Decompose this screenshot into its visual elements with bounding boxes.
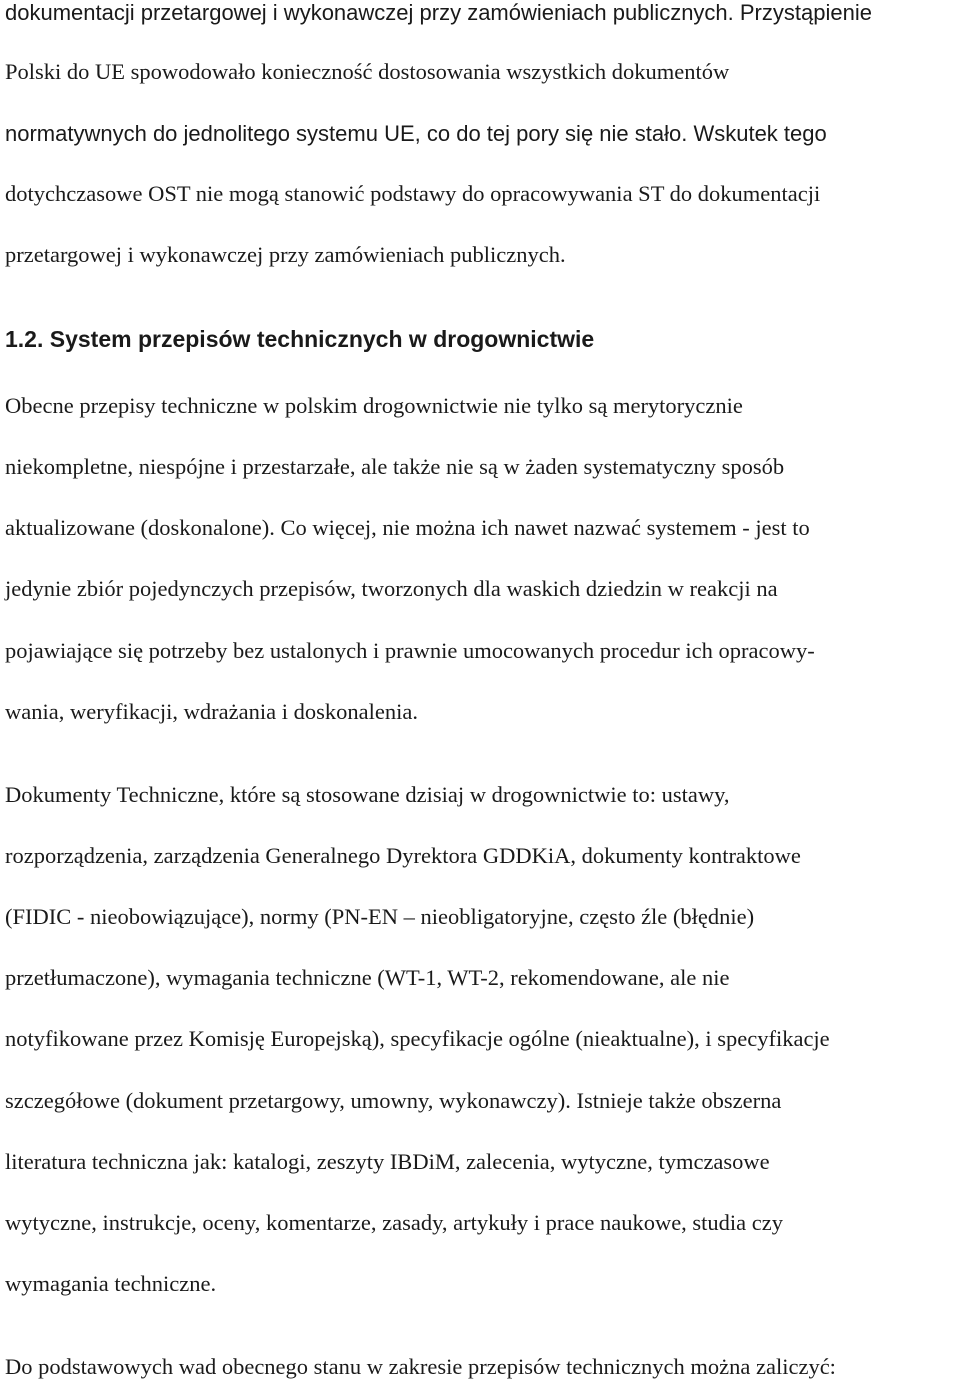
paragraph-line: Obecne przepisy techniczne w polskim drogownictwie nie tylko są merytorycznie <box>5 393 743 418</box>
paragraph-line: niekompletne, niespójne i przestarzałe, ale także nie są w żaden systematyczny sposób <box>5 454 785 479</box>
paragraph-line: przetargowej i wykonawczej przy zamówieniach publicznych. <box>5 242 566 267</box>
paragraph-line: wymagania techniczne. <box>5 1271 217 1296</box>
paragraph-line: szczegółowe (dokument przetargowy, umowny, wykonawczy). Istnieje także obszerna <box>5 1088 782 1113</box>
paragraph-line: aktualizowane (doskonalone). Co więcej, nie można ich nawet nazwać systemem - jest to <box>5 515 810 540</box>
paragraph-line: dotychczasowe OST nie mogą stanowić podstawy do opracowywania ST do dokumentacji <box>5 181 821 206</box>
paragraph-line: przetłumaczone), wymagania techniczne (WT-1, WT-2, rekomendowane, ale nie <box>5 965 730 990</box>
paragraph-line: rozporządzenia, zarządzenia Generalnego Dyrektora GDDKiA, dokumenty kontraktowe <box>5 843 801 868</box>
paragraph-line: normatywnych do jednolitego systemu UE, co do tej pory się nie stało. Wskutek tego <box>5 121 827 146</box>
paragraph-line: pojawiające się potrzeby bez ustalonych i prawnie umocowanych procedur ich opracowy- <box>5 638 815 663</box>
paragraph-line: wytyczne, instrukcje, oceny, komentarze, zasady, artykuły i prace naukowe, studia czy <box>5 1210 784 1235</box>
paragraph-line: notyfikowane przez Komisję Europejską), specyfikacje ogólne (nieaktualne), i specyfikacje <box>5 1026 830 1051</box>
paragraph-line: Dokumenty Techniczne, które są stosowane dzisiaj w drogownictwie to: ustawy, <box>5 782 730 807</box>
paragraph-line: wania, weryfikacji, wdrażania i doskonalenia. <box>5 699 418 724</box>
paragraph-line: literatura techniczna jak: katalogi, zeszyty IBDiM, zalecenia, wytyczne, tymczasowe <box>5 1149 770 1174</box>
paragraph-line: (FIDIC - nieobowiązujące), normy (PN-EN – nieobligatoryjne, często źle (błędnie) <box>5 904 755 929</box>
paragraph-line: jedynie zbiór pojedynczych przepisów, tworzonych dla waskich dziedzin w reakcji na <box>5 576 778 601</box>
paragraph-line: dokumentacji przetargowej i wykonawczej przy zamówieniach publicznych. Przystąpienie <box>5 0 872 25</box>
paragraph-line: Polski do UE spowodowało konieczność dostosowania wszystkich dokumentów <box>5 59 730 84</box>
paragraph-line: Do podstawowych wad obecnego stanu w zakresie przepisów technicznych można zaliczyć: <box>5 1354 836 1379</box>
section-heading: 1.2. System przepisów technicznych w drogownictwie <box>5 326 595 352</box>
